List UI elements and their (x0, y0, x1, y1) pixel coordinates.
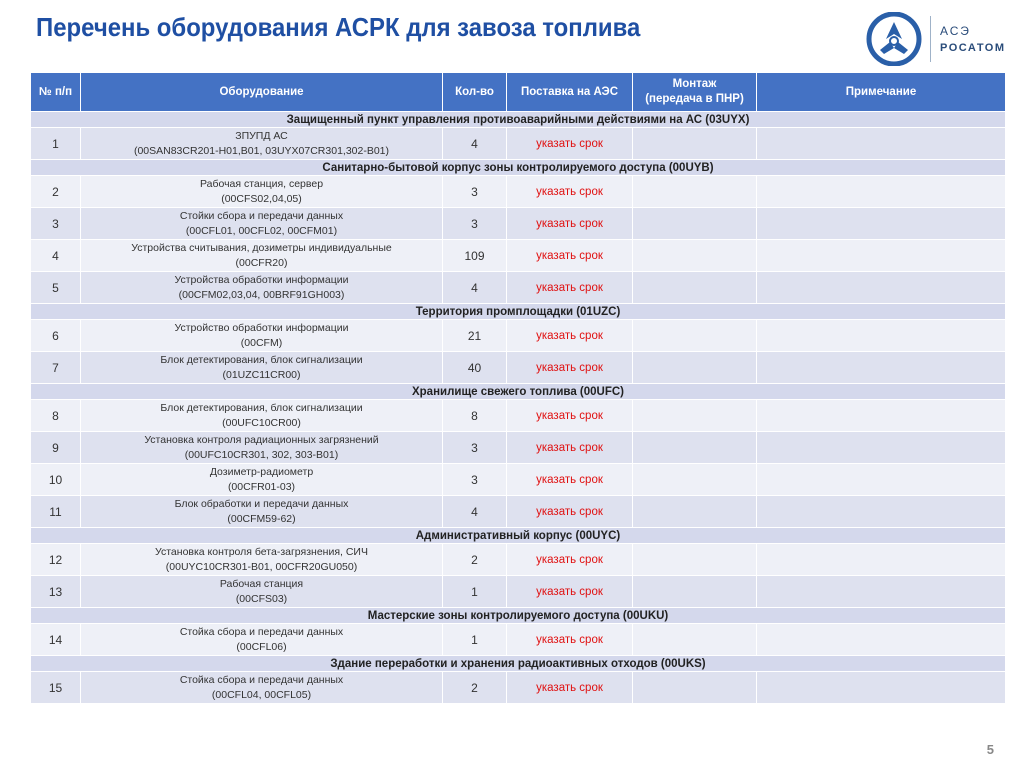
page-title: Перечень оборудования АСРК для завоза топлива (36, 12, 641, 42)
section-row (31, 608, 1006, 624)
install-cell (633, 320, 757, 352)
table-row (31, 464, 1006, 496)
table-row (31, 576, 1006, 608)
row-number: 9 (31, 432, 81, 464)
equipment-table (30, 72, 1006, 704)
equipment-code: (00CFL04, 00CFL05) (211, 688, 312, 701)
note-cell (757, 208, 1006, 240)
quantity-cell: 109 (443, 240, 507, 272)
col-header-install-line2: (передача в ПНР) (645, 93, 744, 105)
table-row (31, 176, 1006, 208)
install-cell (633, 128, 757, 160)
section-title: Хранилище свежего топлива (00UFC) (31, 384, 1006, 400)
equipment-cell (81, 496, 443, 528)
install-cell (633, 208, 757, 240)
install-cell (633, 672, 757, 704)
equipment-name: Рабочая станция (219, 577, 304, 590)
equipment-name: Установка контроля бета-загрязнения, СИЧ (155, 545, 368, 558)
row-number: 8 (31, 400, 81, 432)
delivery-cell: указать срок (507, 176, 633, 208)
col-header-delivery: Поставка на АЭС (507, 73, 633, 112)
equipment-code: (00UFC10CR301, 302, 303-B01) (184, 448, 339, 461)
quantity-cell: 3 (443, 464, 507, 496)
table-row (31, 128, 1006, 160)
row-number: 15 (31, 672, 81, 704)
row-number: 5 (31, 272, 81, 304)
delivery-cell: указать срок (507, 432, 633, 464)
col-header-install-line1: Монтаж (672, 78, 717, 90)
table-row (31, 320, 1006, 352)
col-header-num: № п/п (31, 73, 81, 112)
section-row (31, 112, 1006, 128)
equipment-name: Установка контроля радиационных загрязнений (144, 433, 379, 446)
delivery-cell: указать срок (507, 128, 633, 160)
equipment-cell (81, 672, 443, 704)
install-cell (633, 176, 757, 208)
quantity-cell: 4 (443, 272, 507, 304)
quantity-cell: 3 (443, 176, 507, 208)
table-row (31, 672, 1006, 704)
delivery-cell: указать срок (507, 400, 633, 432)
table-row (31, 496, 1006, 528)
rosatom-logo (866, 12, 1016, 66)
row-number: 1 (31, 128, 81, 160)
quantity-cell: 4 (443, 128, 507, 160)
equipment-cell (81, 400, 443, 432)
equipment-name: Устройства считывания, дозиметры индивидуальные (131, 241, 392, 254)
section-title: Административный корпус (00UYC) (31, 528, 1006, 544)
install-cell (633, 352, 757, 384)
row-number: 2 (31, 176, 81, 208)
section-title: Мастерские зоны контролируемого доступа (00UKU) (31, 608, 1006, 624)
quantity-cell: 40 (443, 352, 507, 384)
equipment-cell (81, 240, 443, 272)
quantity-cell: 3 (443, 432, 507, 464)
equipment-name: Стойка сбора и передачи данных (179, 673, 344, 686)
row-number: 7 (31, 352, 81, 384)
equipment-code: (00CFR20) (235, 256, 288, 269)
atom-logo-icon (866, 12, 924, 66)
delivery-cell: указать срок (507, 352, 633, 384)
equipment-name: Стойка сбора и передачи данных (179, 625, 344, 638)
equipment-code: (00CFL01, 00CFL02, 00CFM01) (185, 224, 338, 237)
equipment-code: (00CFL06) (236, 640, 287, 653)
section-title: Территория промплощадки (01UZC) (31, 304, 1006, 320)
note-cell (757, 128, 1006, 160)
equipment-cell (81, 544, 443, 576)
equipment-code: (00CFS02,04,05) (221, 192, 302, 205)
page-number: 5 (986, 742, 994, 757)
row-number: 13 (31, 576, 81, 608)
install-cell (633, 624, 757, 656)
row-number: 3 (31, 208, 81, 240)
equipment-code: (00UFC10CR00) (222, 416, 301, 429)
logo-text-rosatom: РОСАТОМ (940, 42, 1006, 54)
quantity-cell: 21 (443, 320, 507, 352)
equipment-name: Блок обработки и передачи данных (174, 497, 349, 510)
note-cell (757, 576, 1006, 608)
col-header-equipment: Оборудование (81, 73, 443, 112)
section-title: Санитарно-бытовой корпус зоны контролируемого доступа (00UYB) (31, 160, 1006, 176)
quantity-cell: 4 (443, 496, 507, 528)
row-number: 12 (31, 544, 81, 576)
equipment-cell (81, 272, 443, 304)
equipment-name: Устройства обработки информации (174, 273, 349, 286)
note-cell (757, 176, 1006, 208)
table-row (31, 544, 1006, 576)
delivery-cell: указать срок (507, 496, 633, 528)
table-body (31, 112, 1006, 704)
equipment-name: Блок детектирования, блок сигнализации (160, 401, 363, 414)
equipment-code: (00UYC10CR301-B01, 00CFR20GU050) (165, 560, 358, 573)
row-number: 11 (31, 496, 81, 528)
quantity-cell: 2 (443, 672, 507, 704)
quantity-cell: 2 (443, 544, 507, 576)
section-row (31, 160, 1006, 176)
col-header-install (633, 73, 757, 112)
equipment-cell (81, 624, 443, 656)
equipment-code: (00CFM) (240, 336, 283, 349)
note-cell (757, 320, 1006, 352)
equipment-name: Устройство обработки информации (174, 321, 349, 334)
equipment-cell (81, 464, 443, 496)
note-cell (757, 672, 1006, 704)
row-number: 14 (31, 624, 81, 656)
equipment-cell (81, 208, 443, 240)
install-cell (633, 576, 757, 608)
note-cell (757, 272, 1006, 304)
quantity-cell: 3 (443, 208, 507, 240)
note-cell (757, 352, 1006, 384)
delivery-cell: указать срок (507, 464, 633, 496)
table-row (31, 240, 1006, 272)
logo-separator (930, 16, 931, 62)
delivery-cell: указать срок (507, 576, 633, 608)
equipment-name: ЗПУПД АС (235, 129, 288, 142)
equipment-cell (81, 320, 443, 352)
quantity-cell: 1 (443, 576, 507, 608)
equipment-code: (00SAN83CR201-H01,B01, 03UYX07CR301,302-B01) (133, 144, 390, 157)
quantity-cell: 1 (443, 624, 507, 656)
install-cell (633, 272, 757, 304)
col-header-qty: Кол-во (443, 73, 507, 112)
delivery-cell: указать срок (507, 272, 633, 304)
equipment-cell (81, 176, 443, 208)
equipment-name: Стойки сбора и передачи данных (179, 209, 344, 222)
equipment-cell (81, 432, 443, 464)
equipment-cell (81, 576, 443, 608)
note-cell (757, 464, 1006, 496)
note-cell (757, 432, 1006, 464)
delivery-cell: указать срок (507, 320, 633, 352)
quantity-cell: 8 (443, 400, 507, 432)
delivery-cell: указать срок (507, 672, 633, 704)
equipment-code: (00CFM02,03,04, 00BRF91GH003) (178, 288, 345, 301)
equipment-cell (81, 128, 443, 160)
logo-text-ase: АСЭ (940, 24, 971, 38)
delivery-cell: указать срок (507, 544, 633, 576)
install-cell (633, 544, 757, 576)
note-cell (757, 400, 1006, 432)
install-cell (633, 432, 757, 464)
note-cell (757, 544, 1006, 576)
section-row (31, 528, 1006, 544)
delivery-cell: указать срок (507, 240, 633, 272)
section-title: Здание переработки и хранения радиоактивных отходов (00UKS) (31, 656, 1006, 672)
table-header-row (31, 73, 1006, 112)
equipment-code: (00CFS03) (235, 592, 288, 605)
equipment-code: (01UZC11CR00) (222, 368, 301, 381)
table-row (31, 352, 1006, 384)
install-cell (633, 240, 757, 272)
section-title: Защищенный пункт управления противоаварийными действиями на АС (03UYX) (31, 112, 1006, 128)
col-header-note: Примечание (757, 73, 1006, 112)
table-row (31, 400, 1006, 432)
section-row (31, 384, 1006, 400)
install-cell (633, 400, 757, 432)
equipment-name: Блок детектирования, блок сигнализации (160, 353, 363, 366)
install-cell (633, 496, 757, 528)
equipment-cell (81, 352, 443, 384)
table-row (31, 272, 1006, 304)
equipment-code: (00CFR01-03) (227, 480, 296, 493)
row-number: 10 (31, 464, 81, 496)
section-row (31, 304, 1006, 320)
table-row (31, 208, 1006, 240)
note-cell (757, 496, 1006, 528)
row-number: 6 (31, 320, 81, 352)
section-row (31, 656, 1006, 672)
table-row (31, 432, 1006, 464)
delivery-cell: указать срок (507, 208, 633, 240)
equipment-code: (00CFM59-62) (227, 512, 296, 525)
equipment-name: Дозиметр-радиометр (209, 465, 314, 478)
note-cell (757, 240, 1006, 272)
row-number: 4 (31, 240, 81, 272)
table-row (31, 624, 1006, 656)
delivery-cell: указать срок (507, 624, 633, 656)
note-cell (757, 624, 1006, 656)
install-cell (633, 464, 757, 496)
equipment-name: Рабочая станция, сервер (199, 177, 324, 190)
